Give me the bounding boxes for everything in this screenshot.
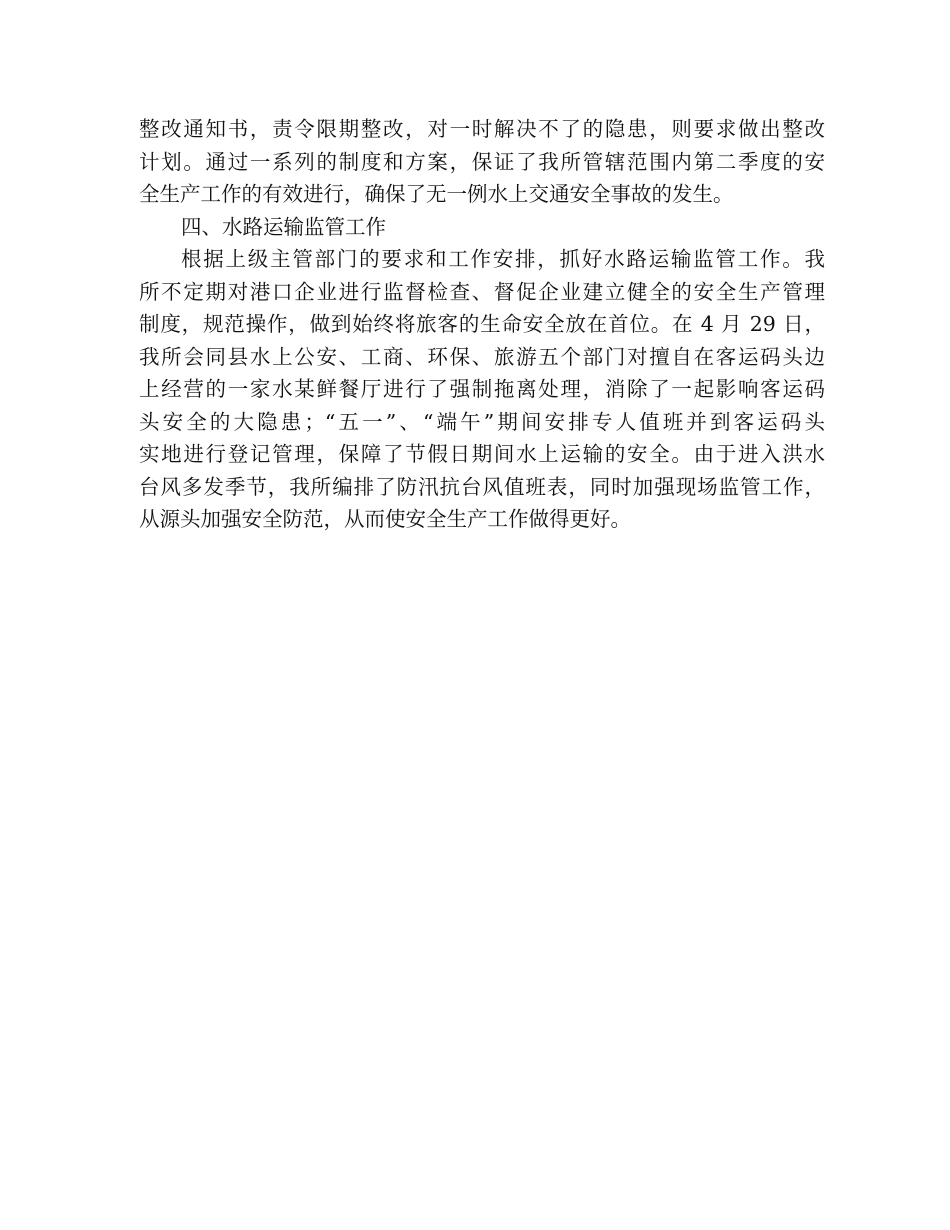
text-line: 从源头加强安全防范，从而使安全生产工作做得更好。	[139, 507, 631, 531]
text-line: 整改通知书，责令限期整改，对一时解决不了的隐患，则要求做出整改	[139, 117, 825, 141]
text-line: 实地进行登记管理，保障了节假日期间水上运输的安全。由于进入洪水	[139, 442, 825, 466]
section-heading: 四、水路运输监管工作	[181, 214, 386, 239]
paragraph-continued	[139, 113, 825, 211]
text-line: 头安全的大隐患；“五一”、“端午”期间安排专人值班并到客运码头	[139, 409, 825, 434]
text-line: 全生产工作的有效进行，确保了无一例水上交通安全事故的发生。	[139, 182, 734, 206]
text-line: 计划。通过一系列的制度和方案，保证了我所管辖范围内第二季度的安	[139, 149, 825, 174]
document-body	[139, 113, 825, 536]
text-line: 台风多发季节，我所编排了防汛抗台风值班表，同时加强现场监管工作，	[139, 474, 825, 499]
text-line: 上经营的一家水某鲜餐厅进行了强制拖离处理，消除了一起影响客运码	[139, 377, 825, 401]
text-line: 根据上级主管部门的要求和工作安排，抓好水路运输监管工作。我	[181, 247, 825, 271]
text-line: 我所会同县水上公安、工商、环保、旅游五个部门对擅自在客运码头边	[139, 344, 825, 369]
text-line: 制度，规范操作，做到始终将旅客的生命安全放在首位。在 4 月 29 日，	[139, 312, 825, 336]
text-line: 所不定期对港口企业进行监督检查、督促企业建立健全的安全生产管理	[139, 279, 825, 304]
paragraph-main	[139, 243, 825, 536]
